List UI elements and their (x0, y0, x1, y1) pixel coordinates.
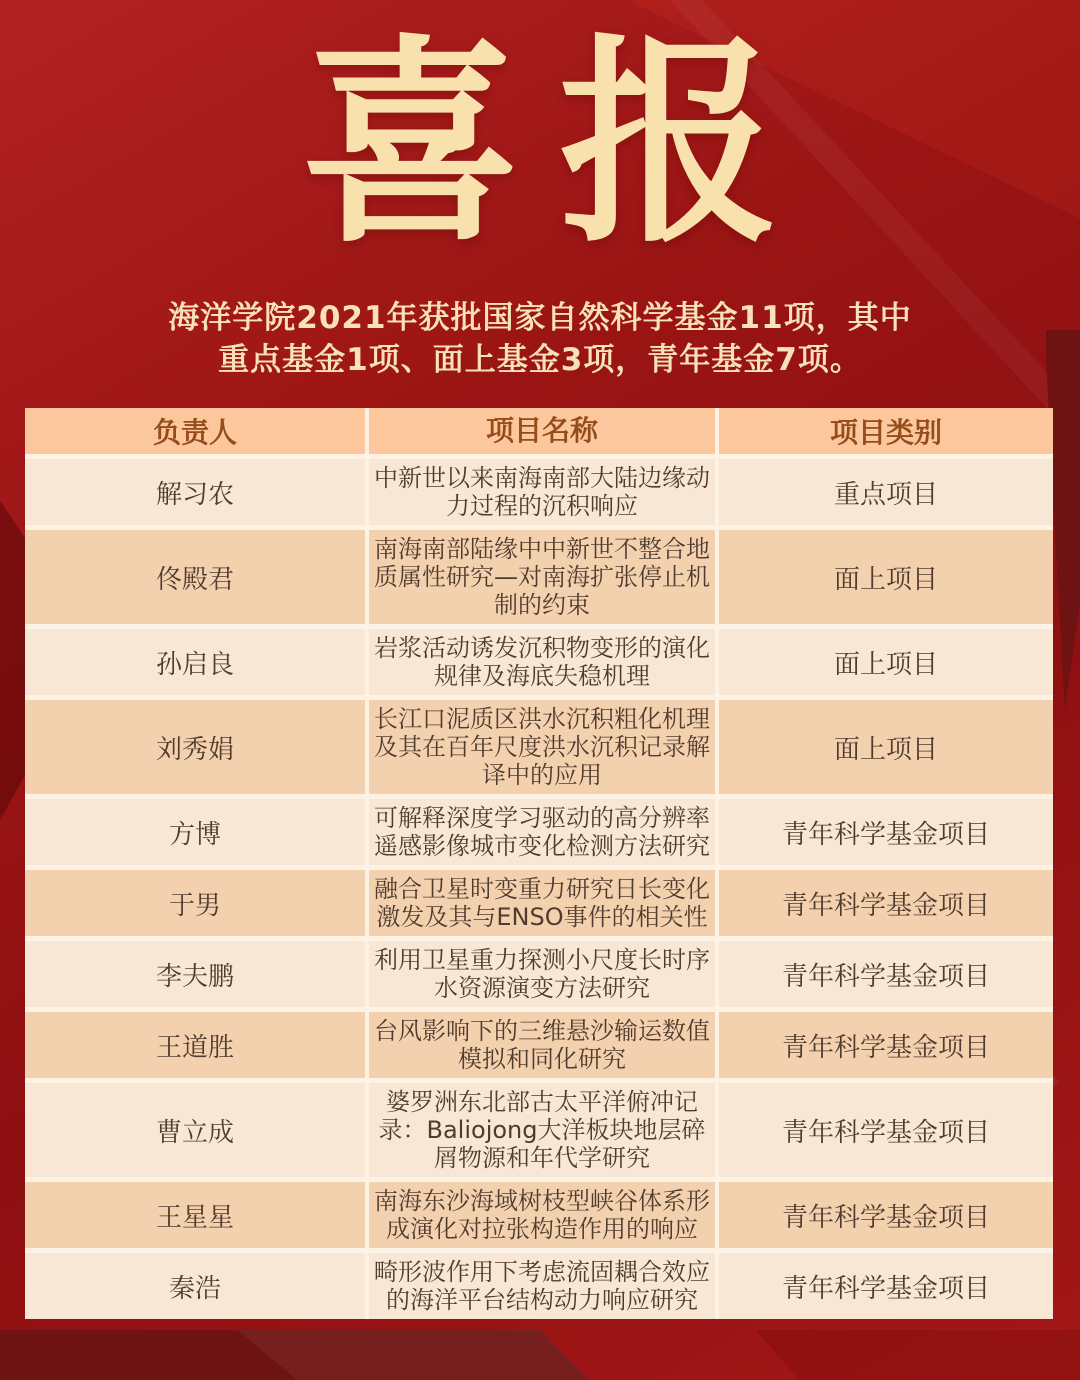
project-name-cell: 融合卫星时变重力研究日长变化激发及其与ENSO事件的相关性 (369, 870, 715, 936)
header-project-category: 项目类别 (719, 408, 1053, 454)
project-name-cell: 中新世以来南海南部大陆边缘动力过程的沉积响应 (369, 459, 715, 525)
table-row (25, 700, 1053, 794)
poster-title: 喜报 (300, 16, 817, 272)
project-category-cell: 青年科学基金项目 (719, 941, 1053, 1007)
project-name-cell: 南海南部陆缘中中新世不整合地质属性研究—对南海扩张停止机制的约束 (369, 530, 715, 624)
subtitle-line-1: 海洋学院2021年获批国家自然科学基金11项，其中 (168, 300, 912, 336)
responsible-person-cell: 王星星 (25, 1182, 365, 1248)
responsible-person-cell: 于男 (25, 870, 365, 936)
responsible-person-cell: 李夫鹏 (25, 941, 365, 1007)
project-category-cell: 青年科学基金项目 (719, 1012, 1053, 1078)
bg-facet-bottom-dark-wedge (0, 1330, 1080, 1380)
table-row (25, 799, 1053, 865)
project-category-cell: 青年科学基金项目 (719, 870, 1053, 936)
subtitle (0, 297, 1080, 381)
project-name-cell: 南海东沙海域树枝型峡谷体系形成演化对拉张构造作用的响应 (369, 1182, 715, 1248)
table-row (25, 1012, 1053, 1078)
project-name-cell: 长江口泥质区洪水沉积粗化机理及其在百年尺度洪水沉积记录解译中的应用 (369, 700, 715, 794)
project-category-cell: 青年科学基金项目 (719, 799, 1053, 865)
project-category-cell: 重点项目 (719, 459, 1053, 525)
table-row (25, 870, 1053, 936)
subtitle-line-2: 重点基金1项、面上基金3项，青年基金7项。 (218, 342, 862, 378)
table-row (25, 459, 1053, 525)
project-name-cell: 岩浆活动诱发沉积物变形的演化规律及海底失稳机理 (369, 629, 715, 695)
responsible-person-cell: 孙启良 (25, 629, 365, 695)
project-name-cell: 可解释深度学习驱动的高分辨率遥感影像城市变化检测方法研究 (369, 799, 715, 865)
bg-facet-bottom-mid-wedge (0, 1330, 1080, 1380)
responsible-person-cell: 佟殿君 (25, 530, 365, 624)
project-category-cell: 面上项目 (719, 629, 1053, 695)
project-category-cell: 青年科学基金项目 (719, 1182, 1053, 1248)
project-category-cell: 青年科学基金项目 (719, 1083, 1053, 1177)
header-project-name: 项目名称 (369, 408, 715, 454)
table-header-row (25, 408, 1053, 454)
responsible-person-cell: 秦浩 (25, 1253, 365, 1319)
responsible-person-cell: 王道胜 (25, 1012, 365, 1078)
bg-facet-bottom-right-shade (0, 1330, 1080, 1380)
responsible-person-cell: 方博 (25, 799, 365, 865)
table-row (25, 941, 1053, 1007)
table-row (25, 1083, 1053, 1177)
awards-table (25, 408, 1053, 1319)
bg-facet-left-dark-band (0, 500, 25, 820)
table-row (25, 629, 1053, 695)
responsible-person-cell: 刘秀娟 (25, 700, 365, 794)
table-row (25, 530, 1053, 624)
header-responsible-person: 负责人 (25, 408, 365, 454)
responsible-person-cell: 解习农 (25, 459, 365, 525)
project-name-cell: 婆罗洲东北部古太平洋俯冲记录：Baliojong大洋板块地层碎屑物源和年代学研究 (369, 1083, 715, 1177)
project-name-cell: 台风影响下的三维悬沙输运数值模拟和同化研究 (369, 1012, 715, 1078)
project-category-cell: 青年科学基金项目 (719, 1253, 1053, 1319)
project-category-cell: 面上项目 (719, 700, 1053, 794)
project-name-cell: 畸形波作用下考虑流固耦合效应的海洋平台结构动力响应研究 (369, 1253, 715, 1319)
table-row (25, 1253, 1053, 1319)
responsible-person-cell: 曹立成 (25, 1083, 365, 1177)
project-name-cell: 利用卫星重力探测小尺度长时序水资源演变方法研究 (369, 941, 715, 1007)
project-category-cell: 面上项目 (719, 530, 1053, 624)
table-row (25, 1182, 1053, 1248)
